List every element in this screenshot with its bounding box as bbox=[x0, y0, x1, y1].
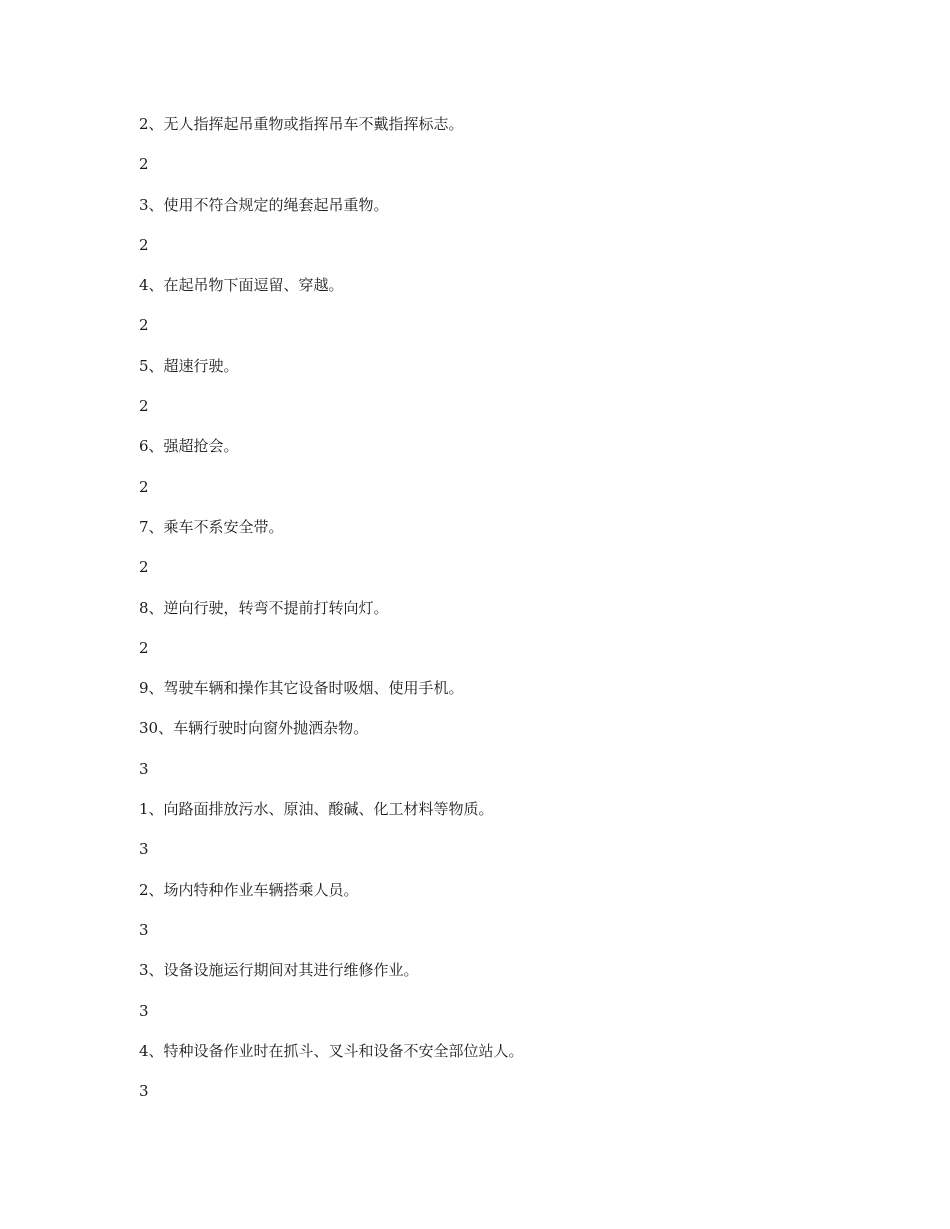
text-line: 3 bbox=[139, 840, 149, 859]
document-body bbox=[139, 112, 859, 1119]
text-line: 3 bbox=[139, 920, 149, 939]
text-line: 4、在起吊物下面逗留、穿越。 bbox=[139, 276, 344, 295]
text-line: 2、场内特种作业车辆搭乘人员。 bbox=[139, 880, 359, 899]
text-line: 2 bbox=[139, 155, 149, 174]
text-line: 1、向路面排放污水、原油、酸碱、化工材料等物质。 bbox=[139, 800, 494, 819]
text-line: 3、使用不符合规定的绳套起吊重物。 bbox=[139, 195, 389, 214]
text-line: 2 bbox=[139, 558, 149, 577]
text-line: 3、设备设施运行期间对其进行维修作业。 bbox=[139, 961, 419, 980]
text-line: 5、超速行驶。 bbox=[139, 356, 239, 375]
text-line: 2 bbox=[139, 477, 149, 496]
text-line: 9、驾驶车辆和操作其它设备时吸烟、使用手机。 bbox=[139, 679, 464, 698]
text-line: 3 bbox=[139, 1001, 149, 1020]
text-line: 30、车辆行驶时向窗外抛洒杂物。 bbox=[139, 719, 369, 738]
text-line: 2 bbox=[139, 397, 149, 416]
text-line: 2、无人指挥起吊重物或指挥吊车不戴指挥标志。 bbox=[139, 115, 464, 133]
text-line: 8、逆向行驶，转弯不提前打转向灯。 bbox=[139, 598, 389, 617]
text-line: 2 bbox=[139, 638, 149, 657]
text-line: 3 bbox=[139, 759, 149, 778]
text-line: 6、强超抢会。 bbox=[139, 437, 239, 456]
text-line: 2 bbox=[139, 235, 149, 254]
text-line: 7、乘车不系安全带。 bbox=[139, 517, 284, 536]
text-line: 3 bbox=[139, 1082, 149, 1101]
text-line: 4、特种设备作业时在抓斗、叉斗和设备不安全部位站人。 bbox=[139, 1041, 524, 1060]
text-line: 2 bbox=[139, 316, 149, 335]
